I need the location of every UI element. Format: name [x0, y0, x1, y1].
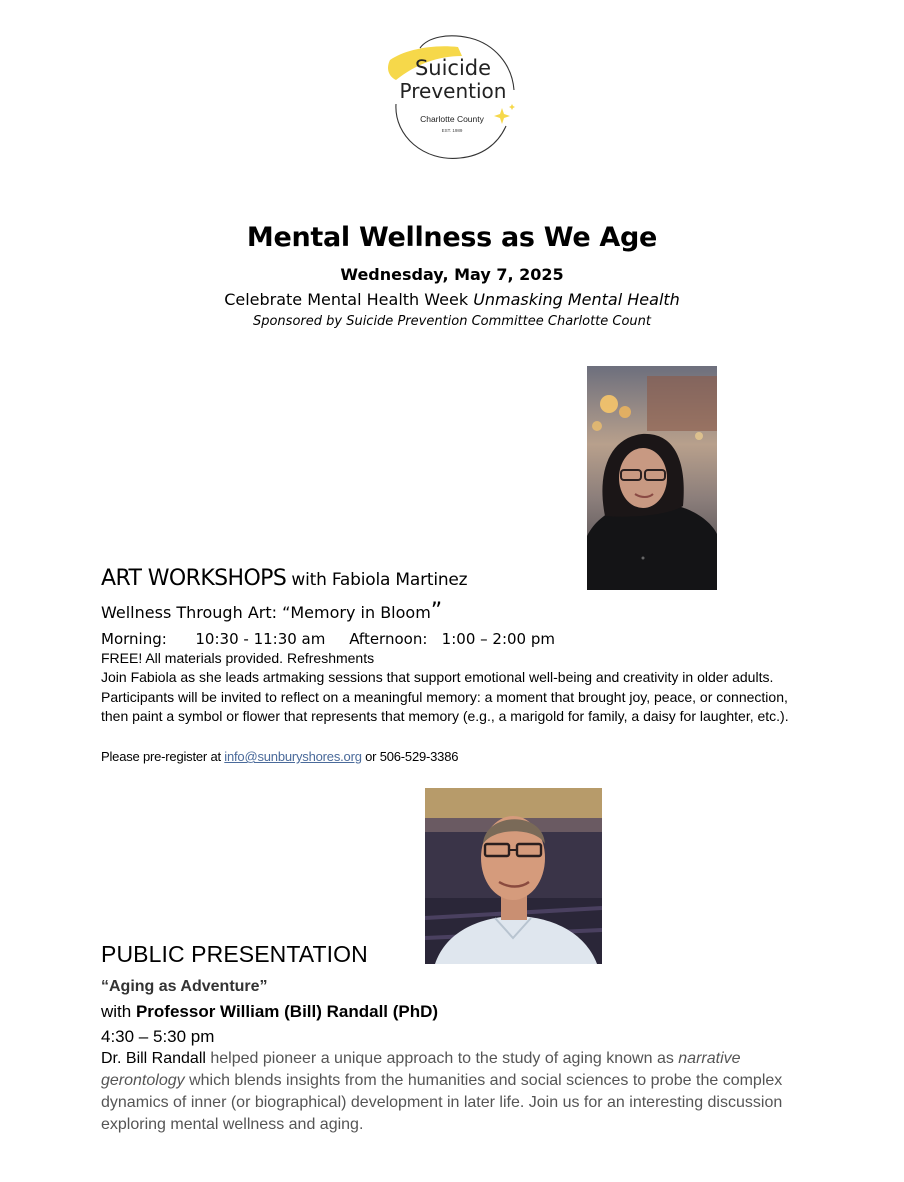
- page-title: Mental Wellness as We Age: [246, 222, 658, 253]
- event-date: Wednesday, May 7, 2025: [340, 265, 564, 284]
- register-email-link[interactable]: info@sunburyshores.org: [224, 749, 362, 764]
- logo-line1: Suicide: [414, 56, 492, 80]
- desc-part2: which blends insights from the humanities and social sciences to probe the complex dynamics of inner (or biographical) development in later life. Join us for an interesting discussion exploring mental wellness and aging.: [101, 1072, 783, 1133]
- logo-line3: Charlotte County: [420, 114, 484, 124]
- sponsor-line: Sponsored by Suicide Prevention Committee Charlotte Count: [252, 314, 652, 329]
- logo: [384, 34, 522, 162]
- art-heading-text: ART WORKSHOPS: [101, 566, 287, 591]
- logo-line2: Prevention: [399, 79, 507, 103]
- register-suffix: or 506-529-3386: [361, 749, 459, 764]
- fabiola-photo: [587, 366, 717, 590]
- desc-term: narrative gerontology: [101, 1050, 741, 1089]
- sparkle-icon: [494, 104, 515, 124]
- register-prefix: Please pre-register at: [101, 749, 225, 764]
- art-subtitle-text: Wellness Through Art: “Memory in Bloom: [101, 603, 431, 622]
- bill-randall-photo: [425, 788, 602, 964]
- celebrate-theme: Unmasking Mental Health: [473, 290, 680, 309]
- art-free-note: FREE! All materials provided. Refreshments: [101, 650, 375, 666]
- desc-name: Dr. Bill Randall: [101, 1050, 206, 1067]
- logo-line4: EST. 1989: [441, 128, 463, 133]
- art-subtitle-close-quote: ”: [430, 599, 443, 624]
- art-heading-with: with Fabiola Martinez: [286, 570, 468, 590]
- art-register-line: [101, 749, 458, 764]
- art-section-heading: [101, 566, 467, 591]
- speaker-name: Professor William (Bill) Randall (PhD): [135, 1002, 439, 1021]
- presentation-description: [101, 1048, 801, 1136]
- presentation-time: 4:30 – 5:30 pm: [101, 1027, 215, 1046]
- presentation-title: “Aging as Adventure”: [101, 978, 268, 995]
- celebrate-prefix: Celebrate Mental Health Week: [224, 290, 474, 309]
- art-session-times: Morning: 10:30 - 11:30 am Afternoon: 1:00 – 2:00 pm: [101, 630, 555, 648]
- desc-part1: helped pioneer a unique approach to the study of aging known as: [205, 1050, 679, 1067]
- presentation-speaker-line: [101, 1002, 438, 1022]
- art-description: Join Fabiola as she leads artmaking sessions that support emotional well-being and creativity in older adults. Participants will be invited to reflect on a meaningful memory: a moment that brought joy, peace, or connection, then paint a symbol or flower that represents that memory (e.g., a marigold for family, a daisy for laughter, etc.).: [101, 669, 789, 725]
- celebrate-line: [0, 290, 904, 309]
- speaker-with: with: [101, 1002, 136, 1021]
- art-subtitle: [101, 599, 443, 624]
- presentation-section-heading: PUBLIC PRESENTATION: [101, 941, 368, 967]
